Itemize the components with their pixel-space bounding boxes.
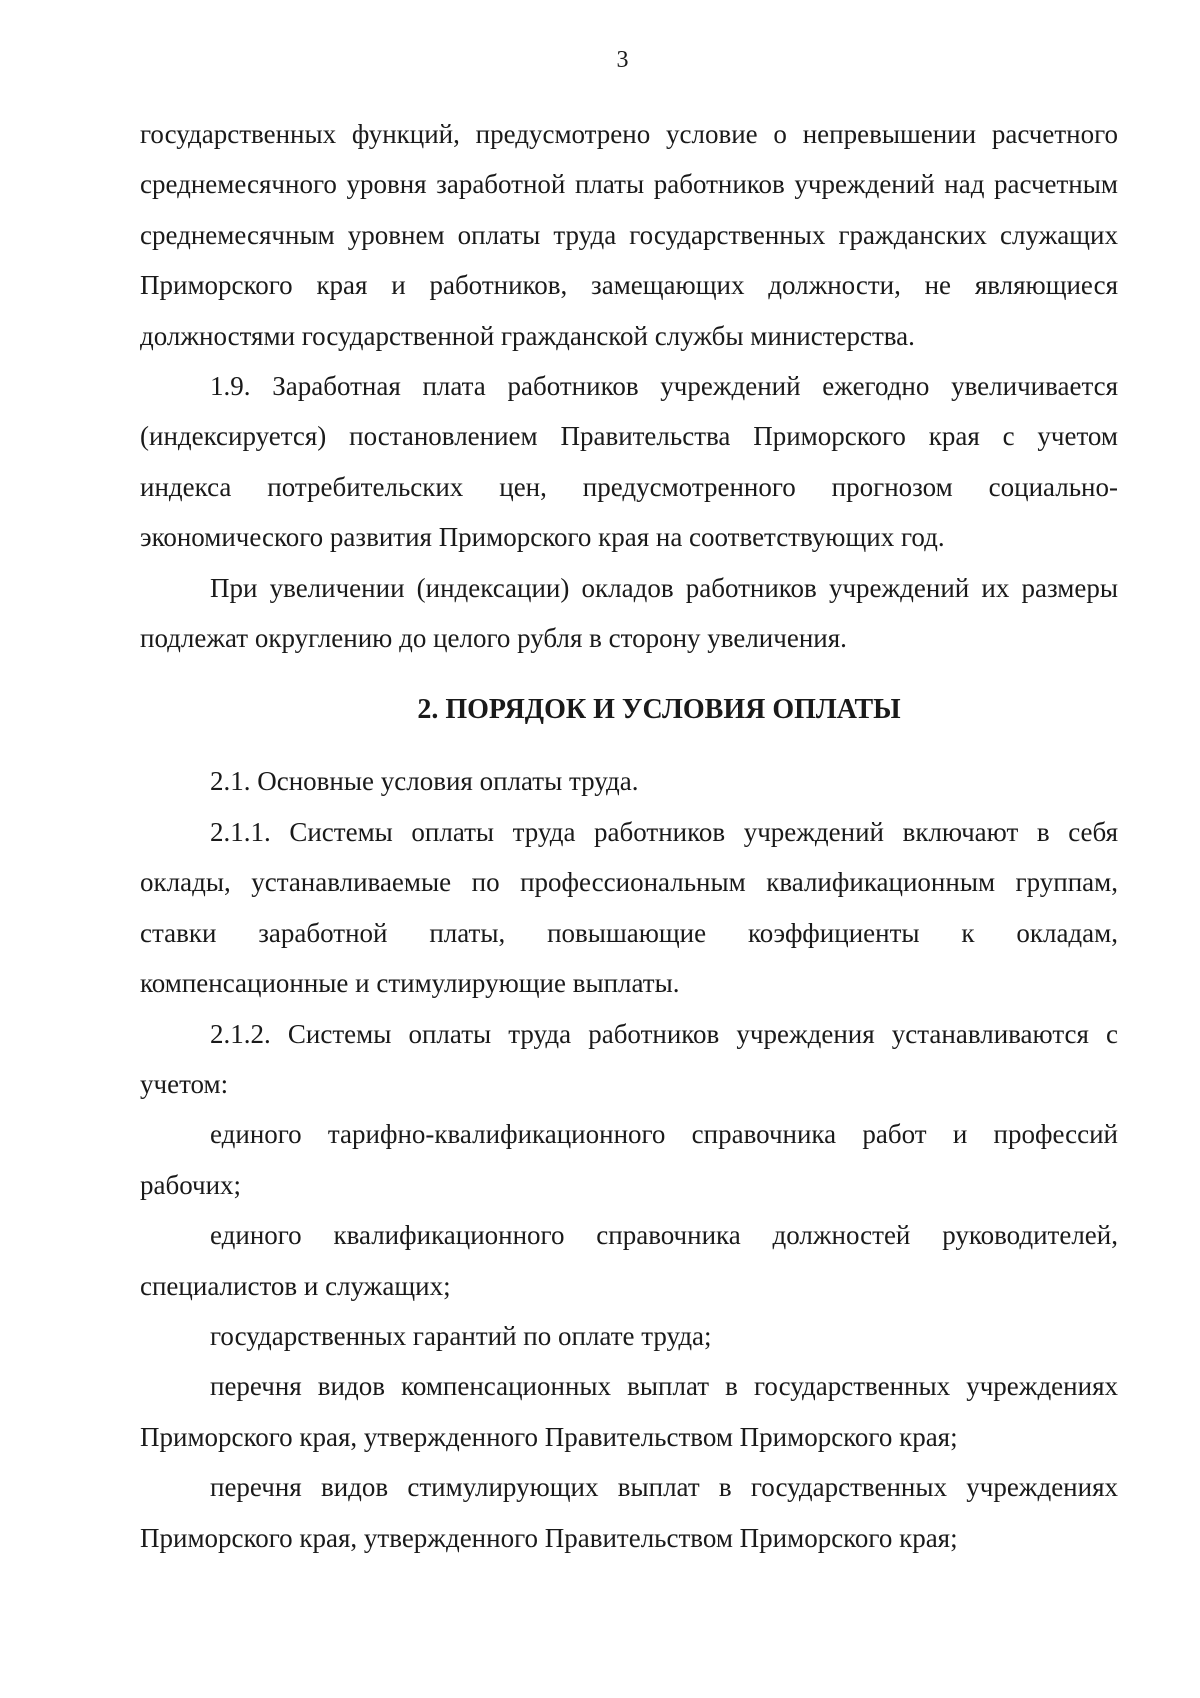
paragraph-1-9: 1.9. Заработная плата работников учреждений ежегодно увеличивается (индексируется) постановлением Правительства Приморского края с учетом индекса потребительских цен, предусмотренного прогнозом социально-экономического развития Приморского края на соответствующих год. — [140, 371, 1118, 553]
list-item-qualification-reference: единого квалификационного справочника должностей руководителей, специалистов и служащих; — [140, 1220, 1118, 1301]
paragraph-2-1-2: 2.1.2. Системы оплаты труда работников учреждения устанавливаются с учетом: — [140, 1018, 1118, 1099]
list-item-incentive-payments: перечня видов стимулирующих выплат в государственных учреждениях Приморского края, утвержденного Правительством Приморского края; — [140, 1472, 1118, 1553]
paragraph-indexation-rounding: При увеличении (индексации) окладов работников учреждений их размеры подлежат округлению до целого рубля в сторону увеличения. — [140, 572, 1118, 654]
list-item-state-guarantees: государственных гарантий по оплате труда; — [210, 1320, 712, 1351]
section-heading: 2. ПОРЯДОК И УСЛОВИЯ ОПЛАТЫ — [417, 694, 901, 726]
document-body — [140, 109, 1118, 1563]
list-item-tariff-reference: единого тарифно-квалификационного справочника работ и профессий рабочих; — [140, 1119, 1118, 1200]
page-number: 3 — [616, 47, 629, 73]
paragraph-2-1: 2.1. Основные условия оплаты труда. — [210, 766, 639, 797]
paragraph-2-1-1: 2.1.1. Системы оплаты труда работников учреждений включают в себя оклады, устанавливаемые по профессиональным квалификационным группам, ставки заработной платы, повышающие коэффициенты к окладам, компенсационные и стимулирующие выплаты. — [140, 816, 1118, 999]
list-item-compensation-payments: перечня видов компенсационных выплат в государственных учреждениях Приморского края, утвержденного Правительством Приморского края; — [140, 1371, 1118, 1452]
paragraph-continuation: государственных функций, предусмотрено условие о непревышении расчетного среднемесячного уровня заработной платы работников учреждений над расчетным среднемесячным уровнем оплаты труда государственных гражданских служащих Приморского края и работников, замещающих должности, не являющиеся должностями государственной гражданской службы министерства. — [140, 119, 1118, 351]
